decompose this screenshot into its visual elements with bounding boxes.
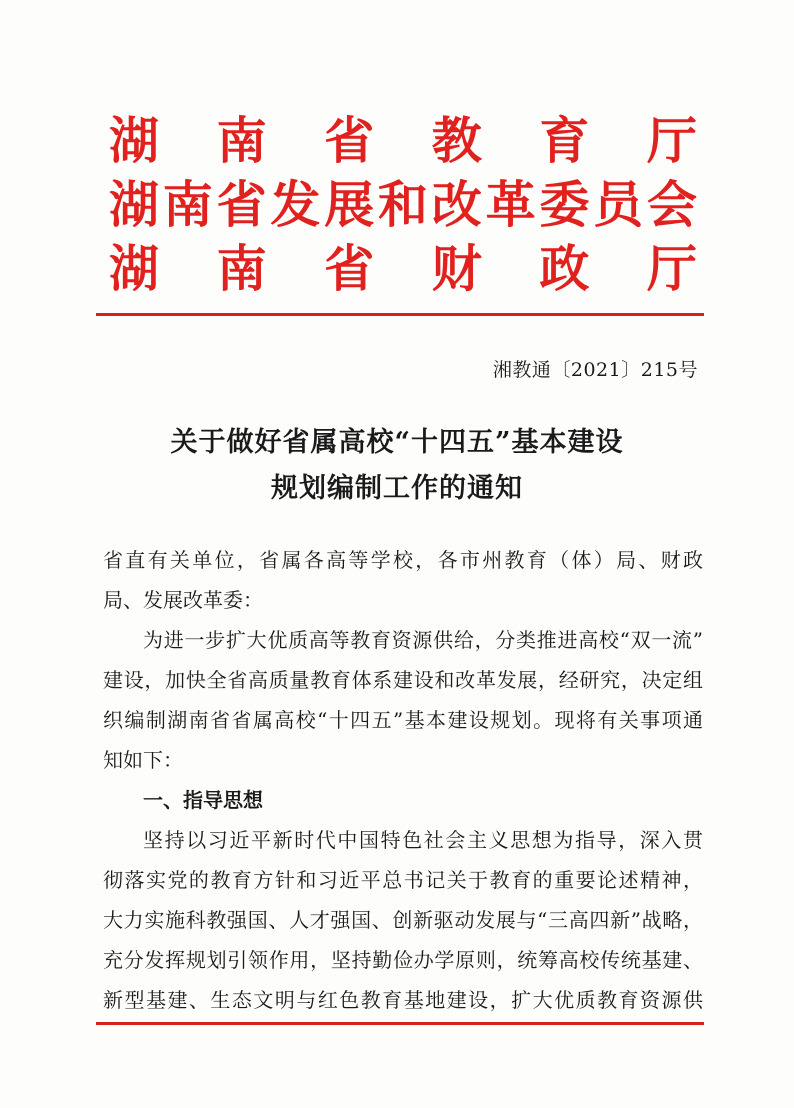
paragraph-line: 建设，加快全省高质量教育体系建设和改革发展，经研究，决定组 [103,668,703,692]
paragraph-line: 为进一步扩大优质高等教育资源供给，分类推进高校“双一流” [143,628,703,652]
letterhead-char: 厅 [646,240,697,298]
letterhead-char: 省 [324,240,375,298]
paragraph-line: 大力实施科教强国、人才强国、创新驱动发展与“三高四新”战略， [103,908,703,932]
letterhead-char: 省 [216,176,267,234]
letterhead-char: 员 [593,176,644,234]
letterhead-line-2 [108,174,698,236]
title-line-1: 关于做好省属高校“十四五”基本建设 [170,427,624,458]
section-heading: 一、指导思想 [143,788,263,812]
letterhead-char: 展 [324,176,375,234]
paragraph-line: 织编制湖南省省属高校“十四五”基本建设规划。现将有关事项通 [103,708,703,732]
letterhead-char: 湖 [109,176,159,234]
bottom-red-rule [96,1022,704,1025]
salutation-line: 局、发展改革委： [103,588,263,612]
letterhead-char: 会 [646,176,697,234]
paragraph-line: 充分发挥规划引领作用，坚持勤俭办学原则，统筹高校传统基建、 [103,948,703,972]
letterhead-char: 南 [216,112,267,170]
letterhead-char: 教 [431,112,482,170]
letterhead-line-3 [108,238,698,300]
letterhead-char: 省 [324,112,375,170]
letterhead-line-1 [108,110,698,172]
letterhead-char: 育 [539,112,590,170]
paragraph-line: 知如下： [103,748,183,772]
document-body [103,540,703,1020]
letterhead-char: 政 [539,240,590,298]
salutation-line: 省直有关单位，省属各高等学校，各市州教育（体）局、财政 [103,548,703,572]
title-line-2: 规划编制工作的通知 [271,473,523,504]
letterhead-char: 财 [431,240,482,298]
top-red-rule [96,313,704,316]
letterhead-char: 厅 [646,112,697,170]
letterhead-char: 湖 [109,240,159,298]
letterhead-char: 和 [377,176,428,234]
letterhead-char: 南 [162,176,213,234]
letterhead-char: 发 [270,176,321,234]
document-number: 湘教通〔2021〕215号 [492,359,698,381]
paragraph-line: 坚持以习近平新时代中国特色社会主义思想为指导，深入贯 [143,828,703,852]
letterhead-char: 南 [216,240,267,298]
paragraph-line: 新型基建、生态文明与红色教育基地建设，扩大优质教育资源供 [103,988,703,1012]
paragraph-line: 彻落实党的教育方针和习近平总书记关于教育的重要论述精神， [103,868,703,892]
letterhead-char: 革 [485,176,536,234]
letterhead-char: 委 [539,176,590,234]
letterhead-char: 改 [431,176,482,234]
letterhead-char: 湖 [109,112,159,170]
